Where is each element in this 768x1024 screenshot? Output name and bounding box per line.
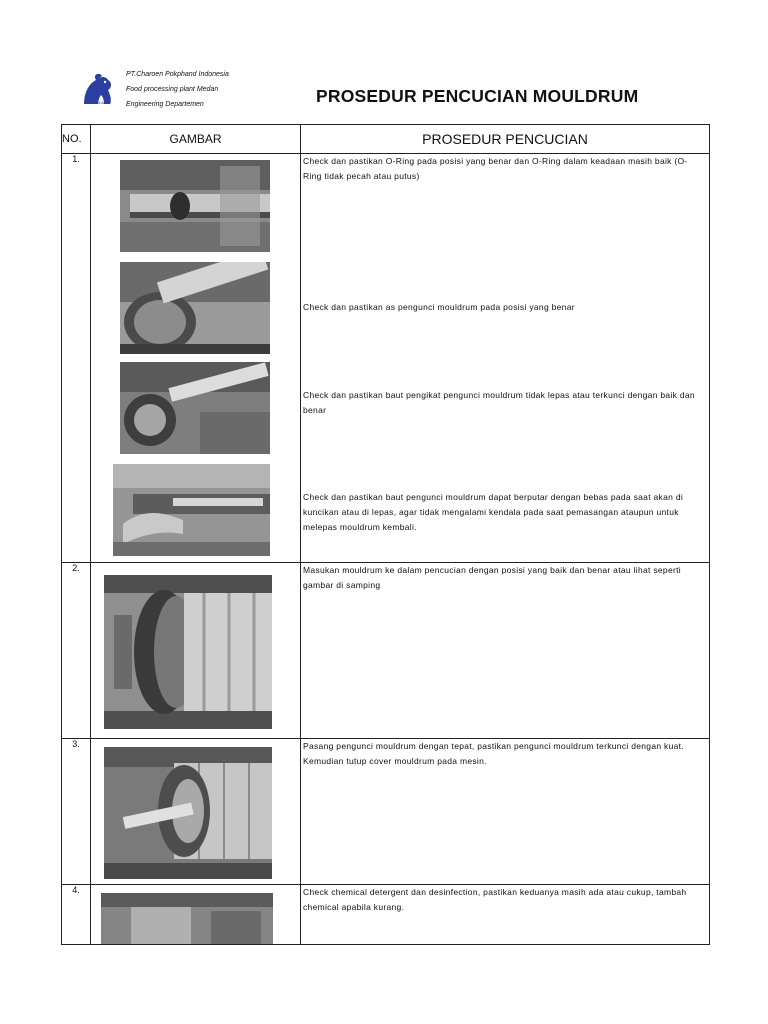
photo-cell <box>91 154 301 563</box>
document-header <box>0 0 768 124</box>
table-row <box>62 563 710 739</box>
procedure-text-cell <box>301 563 710 739</box>
photo-bolt-rotation <box>113 464 270 556</box>
photo-mouldrum-lock <box>104 747 272 879</box>
department-name: Engineering Departemen <box>126 101 204 108</box>
company-name: PT.Charoen Pokphand Indonesia <box>126 71 229 78</box>
table-row <box>62 154 710 563</box>
step-text: Check dan pastikan baut pengunci mouldrum dapat berputar dengan bebas pada saat akan di kuncikan atau di lepas, agar tidak mengalami kendala pada saat pemasangan ataupun untuk melepas mouldrum kembali. <box>303 492 684 532</box>
company-info <box>126 67 229 112</box>
step-text: Check chemical detergent dan desinfection, pastikan keduanya masih ada atau cukup, tambah chemical apabila kurang. <box>303 887 687 912</box>
procedure-text-cell <box>301 885 710 945</box>
photo-chemical-check <box>101 893 273 945</box>
document-title: PROSEDUR PENCUCIAN MOULDRUM <box>316 86 639 106</box>
procedure-text-cell <box>301 154 710 563</box>
photo-cell <box>91 739 301 885</box>
photo-cell <box>91 885 301 945</box>
photo-locking-bolt <box>120 362 270 454</box>
column-header-prosedur: PROSEDUR PENCUCIAN <box>301 125 710 154</box>
table-header-row <box>62 125 710 154</box>
column-header-no: NO. <box>62 125 91 154</box>
step-text: Check dan pastikan baut pengikat pengunci mouldrum tidak lepas atau terkunci dengan baik dan benar <box>303 390 695 415</box>
logo-wordmark: POKPHAND <box>84 100 112 105</box>
procedure-text-cell <box>301 739 710 885</box>
photo-locking-shaft <box>120 262 270 354</box>
row-number: 4. <box>62 885 91 945</box>
column-header-gambar: GAMBAR <box>91 125 301 154</box>
table-row <box>62 885 710 945</box>
photo-cell <box>91 563 301 739</box>
plant-name: Food processing plant Medan <box>126 86 219 93</box>
step-text: Masukan mouldrum ke dalam pencucian dengan posisi yang baik dan benar atau lihat seperti gambar di samping <box>303 565 681 590</box>
table-row <box>62 739 710 885</box>
step-text: Check dan pastikan as pengunci mouldrum pada posisi yang benar <box>303 302 575 312</box>
row-number: 3. <box>62 739 91 885</box>
photo-mouldrum-insert <box>104 575 272 729</box>
row-number: 1. <box>62 154 91 563</box>
step-text: Pasang pengunci mouldrum dengan tepat, pastikan pengunci mouldrum terkunci dengan kuat. Kemudian tutup cover mouldrum pada mesin. <box>303 741 684 766</box>
procedure-table <box>61 124 710 945</box>
row-number: 2. <box>62 563 91 739</box>
photo-oring-check <box>120 160 270 252</box>
step-text: Check dan pastikan O-Ring pada posisi yang benar dan O-Ring dalam keadaan masih baik (O-Ring tidak pecah atau putus) <box>303 156 688 181</box>
